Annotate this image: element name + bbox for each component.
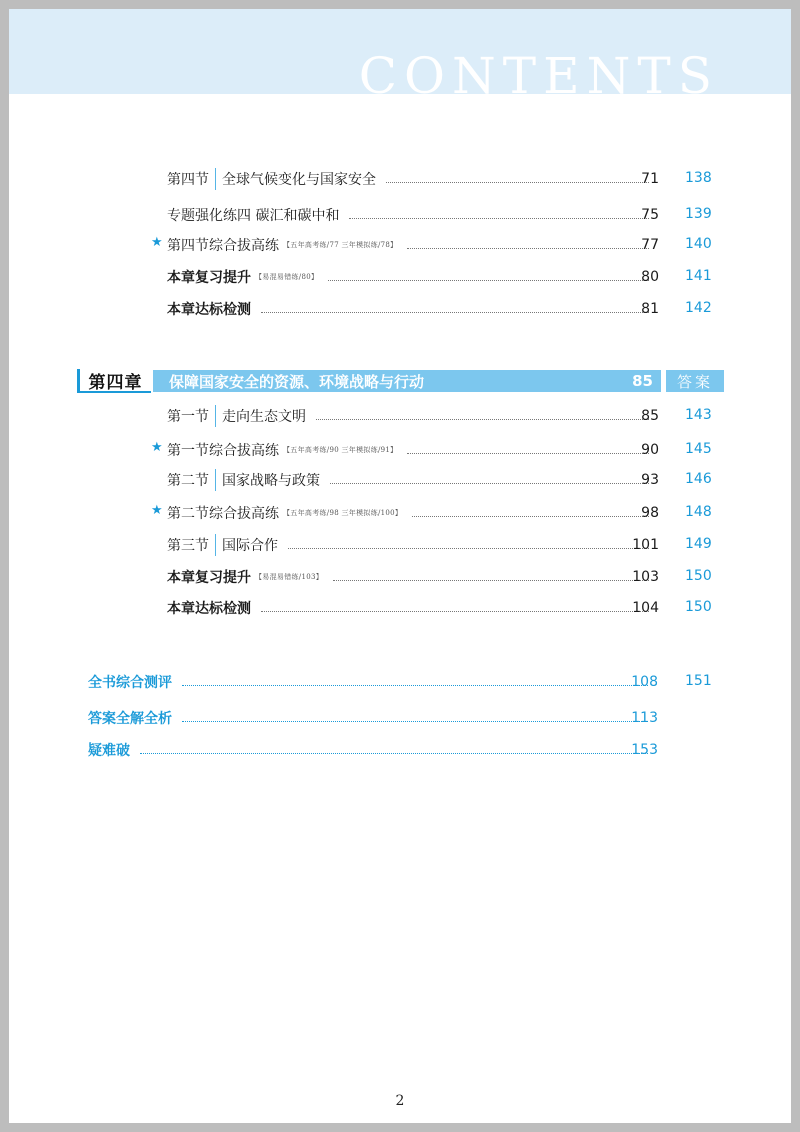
page-number: 101 bbox=[632, 537, 659, 553]
answer-page-number[interactable]: 150 bbox=[685, 568, 712, 584]
divider bbox=[215, 405, 216, 427]
entry-title: 本章复习提升 bbox=[167, 570, 251, 586]
toc-row[interactable] bbox=[167, 438, 659, 462]
entry-title: 本章复习提升 bbox=[167, 270, 251, 286]
section-prefix: 第一节 bbox=[167, 409, 209, 425]
dot-leader bbox=[328, 280, 649, 281]
dot-leader bbox=[288, 548, 649, 549]
dot-leader bbox=[261, 312, 649, 313]
chapter-bar[interactable] bbox=[153, 370, 661, 392]
page-number: 103 bbox=[632, 569, 659, 585]
toc-row[interactable] bbox=[167, 203, 659, 227]
page-number: 77 bbox=[641, 237, 659, 253]
page-number: 81 bbox=[641, 301, 659, 317]
dot-leader bbox=[407, 453, 649, 454]
dot-leader bbox=[349, 218, 649, 219]
dot-leader bbox=[330, 483, 649, 484]
answer-page-number[interactable]: 148 bbox=[685, 504, 712, 520]
toc-row[interactable] bbox=[167, 468, 659, 492]
star-icon: ★ bbox=[151, 440, 163, 455]
page-number: 85 bbox=[641, 408, 659, 424]
entry-title: 疑难破 bbox=[88, 743, 130, 759]
page-number: 113 bbox=[631, 710, 658, 726]
chapter-label: 第四章 bbox=[77, 369, 151, 393]
answer-page-number[interactable]: 149 bbox=[685, 536, 712, 552]
entry-title: 国际合作 bbox=[222, 538, 278, 554]
star-icon: ★ bbox=[151, 503, 163, 518]
dot-leader bbox=[182, 685, 648, 686]
page-number: 71 bbox=[641, 171, 659, 187]
star-icon: ★ bbox=[151, 235, 163, 250]
chapter-title: 保障国家安全的资源、环境战略与行动 bbox=[169, 372, 425, 391]
answer-page-number[interactable]: 141 bbox=[685, 268, 712, 284]
entry-note: 【五年高考练/77 三年模拟练/78】 bbox=[283, 241, 398, 249]
entry-note: 【五年高考练/98 三年模拟练/100】 bbox=[283, 509, 403, 517]
entry-title: 专题强化练四 碳汇和碳中和 bbox=[167, 208, 340, 224]
entry-title: 第二节综合拔高练 bbox=[167, 506, 279, 522]
toc-row[interactable] bbox=[167, 501, 659, 525]
page-footer-number: 2 bbox=[395, 1093, 405, 1109]
dot-leader bbox=[412, 516, 649, 517]
answer-page-number[interactable]: 145 bbox=[685, 441, 712, 457]
toc-row[interactable] bbox=[88, 706, 658, 730]
divider bbox=[215, 168, 216, 190]
page-number: 153 bbox=[631, 742, 658, 758]
answer-page-number[interactable]: 143 bbox=[685, 407, 712, 423]
divider bbox=[215, 534, 216, 556]
answer-page-number[interactable]: 146 bbox=[685, 471, 712, 487]
entry-title: 国家战略与政策 bbox=[222, 473, 320, 489]
entry-title: 第一节综合拔高练 bbox=[167, 443, 279, 459]
toc-row[interactable] bbox=[88, 738, 658, 762]
toc-row[interactable] bbox=[167, 565, 659, 589]
page-number: 80 bbox=[641, 269, 659, 285]
banner-title: CONTENTS bbox=[358, 47, 719, 94]
answer-page-number[interactable]: 142 bbox=[685, 300, 712, 316]
page-number: 104 bbox=[632, 600, 659, 616]
entry-title: 全书综合测评 bbox=[88, 675, 172, 691]
dot-leader bbox=[386, 182, 649, 183]
entry-title: 本章达标检测 bbox=[167, 302, 251, 318]
toc-row[interactable] bbox=[167, 167, 659, 191]
dot-leader bbox=[407, 248, 649, 249]
section-prefix: 第三节 bbox=[167, 538, 209, 554]
entry-title: 答案全解全析 bbox=[88, 711, 172, 727]
dot-leader bbox=[140, 753, 648, 754]
header-banner bbox=[9, 9, 791, 94]
entry-note: 【五年高考练/90 三年模拟练/91】 bbox=[283, 446, 398, 454]
toc-row[interactable] bbox=[167, 596, 659, 620]
toc-row[interactable] bbox=[167, 404, 659, 428]
page-number: 98 bbox=[641, 505, 659, 521]
answer-page-number[interactable]: 138 bbox=[685, 170, 712, 186]
toc-row[interactable] bbox=[167, 265, 659, 289]
section-prefix: 第四节 bbox=[167, 172, 209, 188]
toc-row[interactable] bbox=[88, 670, 658, 694]
answer-page-number[interactable]: 140 bbox=[685, 236, 712, 252]
page-number: 93 bbox=[641, 472, 659, 488]
entry-note: 【易混易错练/80】 bbox=[255, 273, 319, 281]
dot-leader bbox=[261, 611, 649, 612]
page-number: 90 bbox=[641, 442, 659, 458]
page-number: 75 bbox=[641, 207, 659, 223]
dot-leader bbox=[333, 580, 649, 581]
toc-row[interactable] bbox=[167, 533, 659, 557]
answer-page-number[interactable]: 151 bbox=[685, 673, 712, 689]
section-prefix: 第二节 bbox=[167, 473, 209, 489]
dot-leader bbox=[182, 721, 648, 722]
entry-title: 走向生态文明 bbox=[222, 409, 306, 425]
page-number: 108 bbox=[631, 674, 658, 690]
entry-title: 全球气候变化与国家安全 bbox=[222, 172, 376, 188]
answer-column-label: 答案 bbox=[666, 370, 724, 392]
answer-page-number[interactable]: 150 bbox=[685, 599, 712, 615]
divider bbox=[215, 469, 216, 491]
entry-title: 本章达标检测 bbox=[167, 601, 251, 617]
toc-row[interactable] bbox=[167, 233, 659, 257]
toc-row[interactable] bbox=[167, 297, 659, 321]
entry-note: 【易混易错练/103】 bbox=[255, 573, 324, 581]
dot-leader bbox=[316, 419, 649, 420]
toc-page bbox=[9, 9, 791, 1123]
entry-title: 第四节综合拔高练 bbox=[167, 238, 279, 254]
answer-page-number[interactable]: 139 bbox=[685, 206, 712, 222]
chapter-page-number: 85 bbox=[632, 372, 653, 390]
